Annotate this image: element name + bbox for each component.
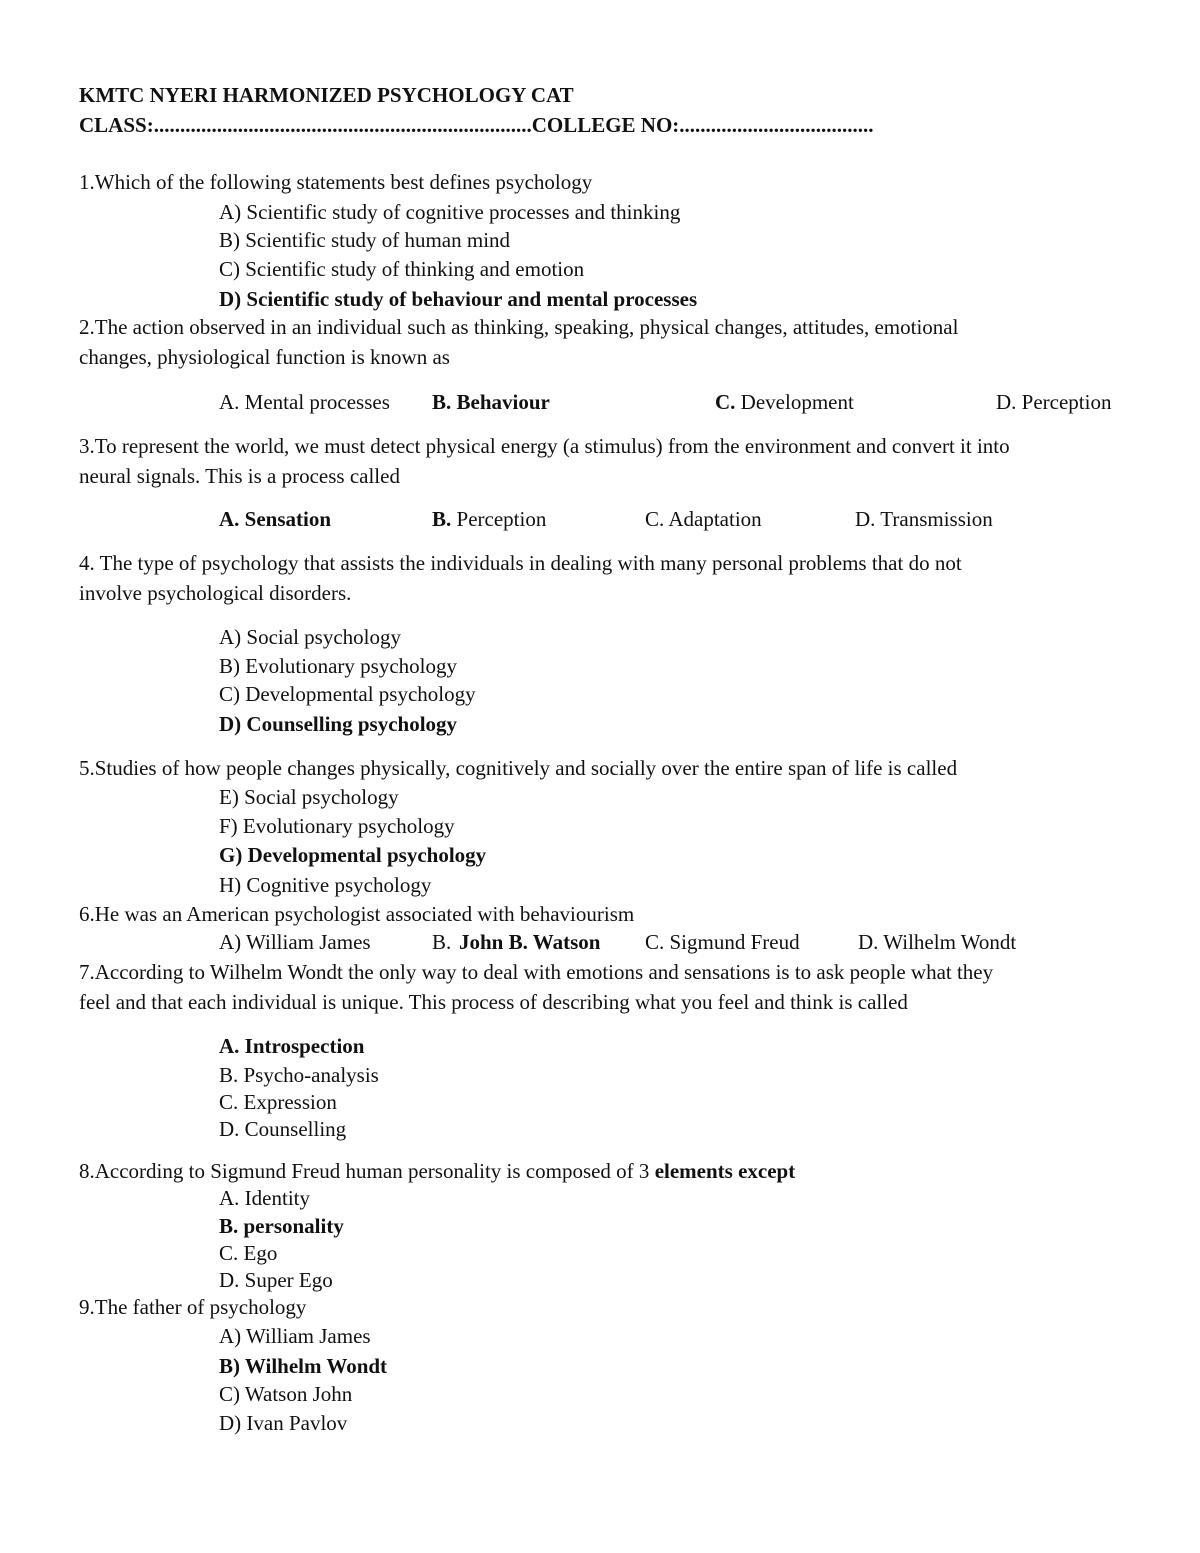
q8-question-emphasis: elements except [654,1159,796,1183]
q3-option-b-text: Perception [451,507,547,531]
q6-question: 6.He was an American psychologist associated with behaviourism [79,902,635,926]
q5-option-e: E) Social psychology [219,785,399,809]
q9-option-c: C) Watson John [219,1382,353,1406]
q2-option-b-answer: B. Behaviour [432,390,550,414]
q1-question: 1.Which of the following statements best defines psychology [79,170,593,194]
q3-option-c: C. Adaptation [645,507,762,531]
q1-option-a: A) Scientific study of cognitive processes and thinking [219,200,681,224]
q8-question [79,1161,795,1182]
q5-option-g-answer: G) Developmental psychology [219,843,487,867]
q9-option-a: A) William James [219,1324,371,1348]
q7-question-line2: feel and that each individual is unique. This process of describing what you feel and think is called [79,990,908,1014]
q1-option-d-answer: D) Scientific study of behaviour and mental processes [219,287,698,311]
q7-option-a-answer: A. Introspection [219,1034,365,1058]
q4-option-c: C) Developmental psychology [219,682,476,706]
q6-option-b-answer: John B. Watson [459,930,601,954]
q9-question: 9.The father of psychology [79,1295,307,1319]
class-college-line: CLASS:........................................................................COLLEGE NO:..................................... [79,113,874,137]
q8-option-c: C. Ego [219,1241,278,1265]
q7-option-c: C. Expression [219,1090,337,1114]
q3-option-b [432,509,546,530]
q7-option-b: B. Psycho-analysis [219,1063,379,1087]
q3-option-a-answer: A. Sensation [219,507,332,531]
q8-option-d: D. Super Ego [219,1268,333,1292]
q8-question-text: 8.According to Sigmund Freud human personality is composed of 3 [79,1159,655,1183]
q2-option-d: D. Perception [996,390,1112,414]
q3-option-d: D. Transmission [855,507,993,531]
q4-option-b: B) Evolutionary psychology [219,654,457,678]
q7-option-d: D. Counselling [219,1117,347,1141]
q2-option-a: A. Mental processes [219,390,390,414]
q9-option-d: D) Ivan Pavlov [219,1411,348,1435]
q3-question-line2: neural signals. This is a process called [79,464,400,488]
q5-question: 5.Studies of how people changes physically, cognitively and socially over the entire span of life is called [79,756,958,780]
q6-option-c: C. Sigmund Freud [645,930,800,954]
q2-option-c-text: Development [735,390,854,414]
q6-option-a: A) William James [219,930,371,954]
q3-option-b-letter: B. [432,507,452,531]
q5-option-h: H) Cognitive psychology [219,873,432,897]
q3-question-line1: 3.To represent the world, we must detect physical energy (a stimulus) from the environment and convert it into [79,434,1010,458]
q4-question-line2: involve psychological disorders. [79,581,352,605]
exam-title: KMTC NYERI HARMONIZED PSYCHOLOGY CAT [79,83,574,107]
q2-option-c-letter: C. [715,390,736,414]
q4-option-d-answer: D) Counselling psychology [219,712,458,736]
q8-option-a: A. Identity [219,1186,310,1210]
q6-option-d: D. Wilhelm Wondt [858,930,1017,954]
q4-question-line1: 4. The type of psychology that assists the individuals in dealing with many personal problems that do not [79,551,962,575]
q9-option-b-answer: B) Wilhelm Wondt [219,1354,388,1378]
q4-option-a: A) Social psychology [219,625,401,649]
q1-option-b: B) Scientific study of human mind [219,228,511,252]
q8-option-b-answer: B. personality [219,1214,344,1238]
q7-question-line1: 7.According to Wilhelm Wondt the only way to deal with emotions and sensations is to ask people what they [79,960,994,984]
q2-question-line1: 2.The action observed in an individual such as thinking, speaking, physical changes, attitudes, emotional [79,315,959,339]
q2-option-c [715,392,854,413]
q1-option-c: C) Scientific study of thinking and emotion [219,257,585,281]
q6-option-b-letter: B. [432,930,452,954]
q2-question-line2: changes, physiological function is known as [79,345,450,369]
q5-option-f: F) Evolutionary psychology [219,814,455,838]
